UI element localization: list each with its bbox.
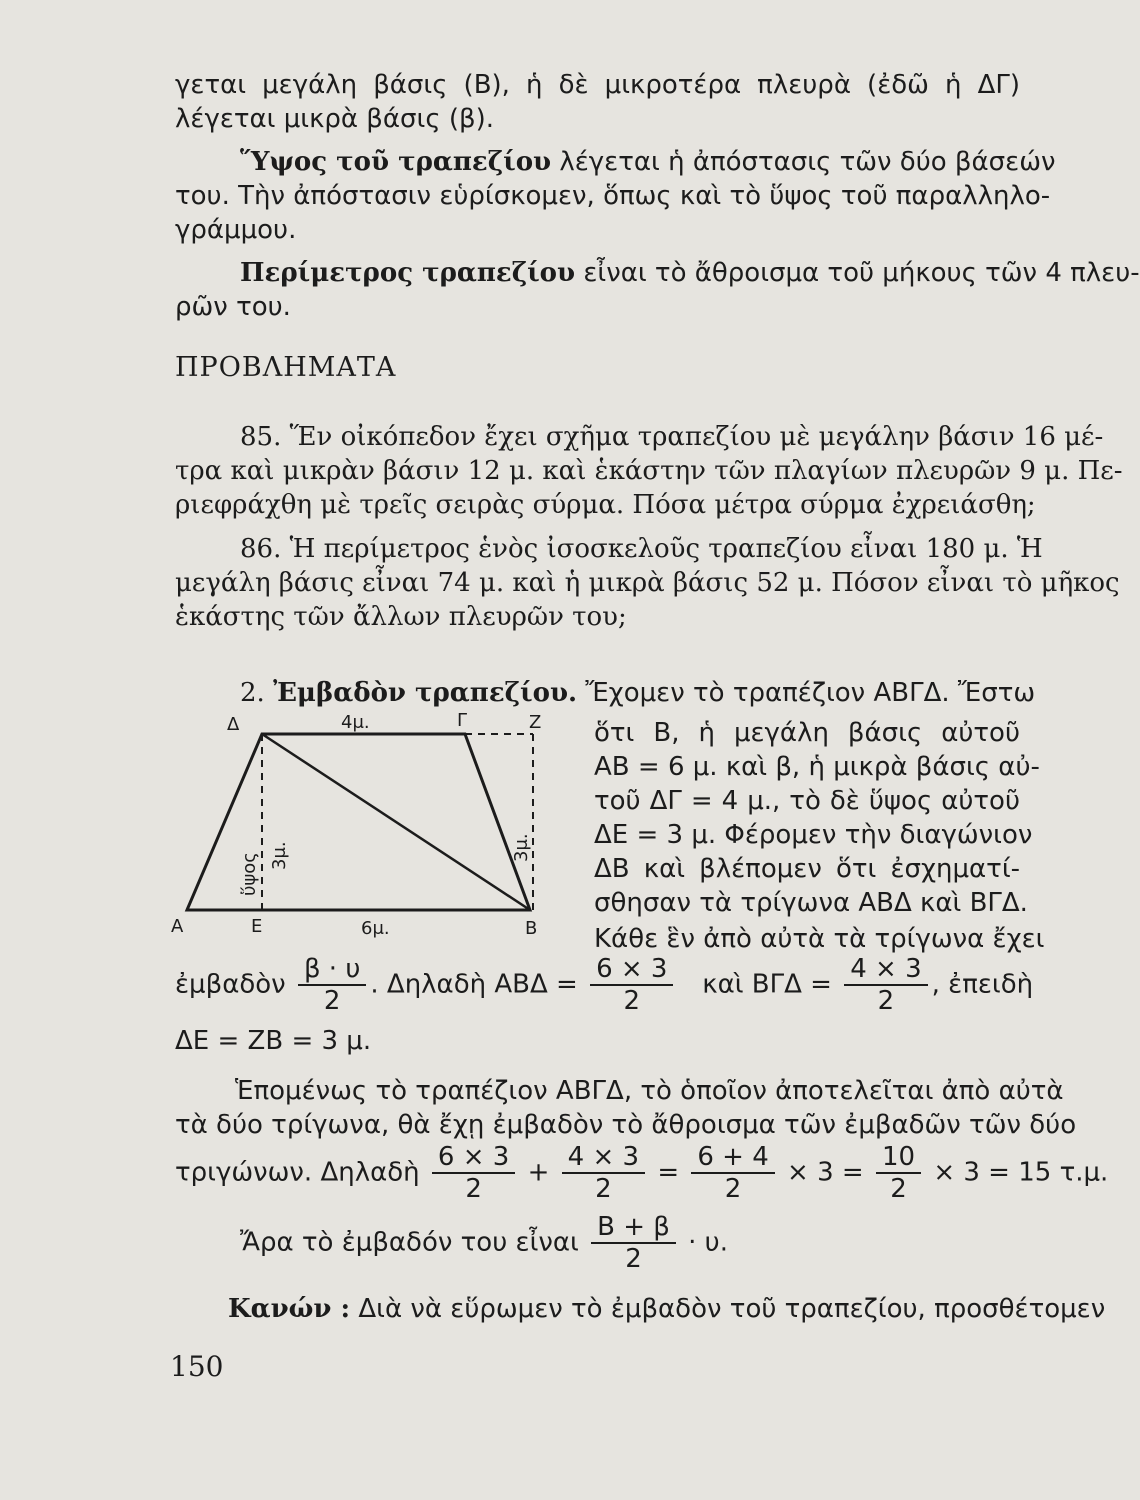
text-line-2: λέγεται μικρὰ βάσις (β). xyxy=(175,104,494,134)
problem-86-line3: ἑκάστης τῶν ἄλλων πλευρῶν του; xyxy=(175,602,627,632)
sum-computation-line: τριγώνων. Δηλαδὴ $\frac{6 \times 3}{2}$ + $\frac{4 \times 3}{2}$ = $\frac{6 + 4}{2}$ × 3 = $\frac{10}{2}$ × 3 = 15 τ.μ. xyxy=(175,1142,1109,1204)
right-text-3: τοῦ ΔΓ = 4 μ., τὸ δὲ ὕψος αὐτοῦ xyxy=(594,786,1020,816)
fraction-bv-2: $\frac{\beta \cdot \upsilon}{2}$ xyxy=(298,954,366,1016)
text-line-1: γεται μεγάλη βάσις (Β), ἡ δὲ μικροτέρα πλευρὰ (ἐδῶ ἡ ΔΓ) xyxy=(175,70,1020,100)
problem-85-line2: τρα καὶ μικρὰν βάσιν 12 μ. καὶ ἑκάστην τῶν πλαγίων πλευρῶν 9 μ. Πε- xyxy=(175,456,1123,486)
vertex-z-label: Ζ xyxy=(529,712,542,733)
vertex-d-label: Δ xyxy=(227,714,240,735)
fraction-bases-2: $\frac{B + \beta}{2}$ xyxy=(591,1212,676,1274)
problem-85-line3: ριεφράχθη μὲ τρεῖς σειρὰς σύρμα. Πόσα μέτρα σύρμα ἐχρειάσθη; xyxy=(175,490,1036,520)
vertex-e-label: Ε xyxy=(251,916,263,937)
area-formula-line: ἐμβαδὸν $\frac{\beta \cdot \upsilon}{2}$ . Δηλαδὴ ΑΒΔ = $\frac{6 \times 3}{2}$ καὶ ΒΓΔ = $\frac{4 \times 3}{2}$ , ἐπειδὴ xyxy=(175,954,1034,1016)
page-number: 150 xyxy=(170,1350,224,1383)
rule-line: Κανών : Διὰ νὰ εὕρωμεν τὸ ἐμβαδὸν τοῦ τραπεζίου, προσθέτομεν xyxy=(228,1294,1106,1324)
fraction-6x3-2: $\frac{6 \times 3}{2}$ xyxy=(590,954,673,1016)
top-length-label: 4μ. xyxy=(341,712,370,733)
paragraph-height-def: Ὕψος τοῦ τραπεζίου λέγεται ἡ ἀπόστασις τῶν δύο βάσεών xyxy=(240,147,1056,177)
paragraph-perimeter-def: Περίμετρος τραπεζίου εἶναι τὸ ἄθροισμα τοῦ μήκους τῶν 4 πλευ- xyxy=(240,258,1140,288)
right-text-5: ΔΒ καὶ βλέπομεν ὅτι ἐσχηματί- xyxy=(594,854,1020,884)
section-2-title: 2. Ἐμβαδὸν τραπεζίου. Ἔχομεν τὸ τραπέζιον ΑΒΓΔ. Ἔστω xyxy=(240,678,1036,708)
right-text-4: ΔΕ = 3 μ. Φέρομεν τὴν διαγώνιον xyxy=(594,820,1033,850)
consequently-line1: Ἑπομένως τὸ τραπέζιον ΑΒΓΔ, τὸ ὁποῖον ἀποτελεῖται ἀπὸ αὐτὰ xyxy=(235,1076,1064,1106)
height-left-label: 3μ. xyxy=(269,841,290,870)
right-text-7: Κάθε ἓν ἀπὸ αὐτὰ τὰ τρίγωνα ἔχει xyxy=(594,924,1045,954)
paragraph-height-line3: γράμμου. xyxy=(175,215,297,245)
vertex-g-label: Γ xyxy=(457,710,468,731)
vertex-b-label: Β xyxy=(525,918,538,939)
right-text-6: σθησαν τὰ τρίγωνα ΑΒΔ καὶ ΒΓΔ. xyxy=(594,888,1028,918)
paragraph-height-line2: του. Τὴν ἀπόστασιν εὑρίσκομεν, ὅπως καὶ τὸ ὕψος τοῦ παραλληλο- xyxy=(175,181,1051,211)
fraction-sum-4: $\frac{10}{2}$ xyxy=(876,1142,921,1204)
equal-heights-line: ΔΕ = ΖΒ = 3 μ. xyxy=(175,1026,372,1056)
fraction-sum-3: $\frac{6 + 4}{2}$ xyxy=(691,1142,774,1204)
problems-heading: ΠΡΟΒΛΗΜΑΤΑ xyxy=(175,352,397,383)
problem-86-line2: μεγάλη βάσις εἶναι 74 μ. καὶ ἡ μικρὰ βάσις 52 μ. Πόσον εἶναι τὸ μῆκος xyxy=(175,568,1120,598)
height-right-label: 3μ. xyxy=(511,833,532,862)
diagonal-db xyxy=(262,734,530,910)
fraction-sum-1: $\frac{6 \times 3}{2}$ xyxy=(432,1142,515,1204)
right-text-2: ΑΒ = 6 μ. καὶ β, ἡ μικρὰ βάσις αὐ- xyxy=(594,752,1040,782)
fraction-sum-2: $\frac{4 \times 3}{2}$ xyxy=(562,1142,645,1204)
trapezoid-figure xyxy=(165,700,585,940)
bottom-length-label: 6μ. xyxy=(361,918,390,939)
right-text-1: ὅτι Β, ἡ μεγάλη βάσις αὐτοῦ xyxy=(594,718,1020,748)
problem-85-line1: 85. Ἕν οἰκόπεδον ἔχει σχῆμα τραπεζίου μὲ μεγάλην βάσιν 16 μέ- xyxy=(240,422,1104,452)
problem-86-line1: 86. Ἡ περίμετρος ἑνὸς ἰσοσκελοῦς τραπεζίου εἶναι 180 μ. Ἡ xyxy=(240,534,1043,564)
general-formula-line: Ἄρα τὸ ἐμβαδόν του εἶναι $\frac{B + \beta}{2}$ · υ. xyxy=(240,1212,728,1274)
fraction-4x3-2: $\frac{4 \times 3}{2}$ xyxy=(844,954,927,1016)
vertex-a-label: Α xyxy=(171,916,184,937)
consequently-line2: τὰ δύο τρίγωνα, θὰ ἔχῃ ἐμβαδὸν τὸ ἄθροισμα τῶν ἐμβαδῶν τῶν δύο xyxy=(175,1110,1077,1140)
height-word-label: ὕψος xyxy=(239,852,260,896)
paragraph-perimeter-line2: ρῶν του. xyxy=(175,292,291,322)
